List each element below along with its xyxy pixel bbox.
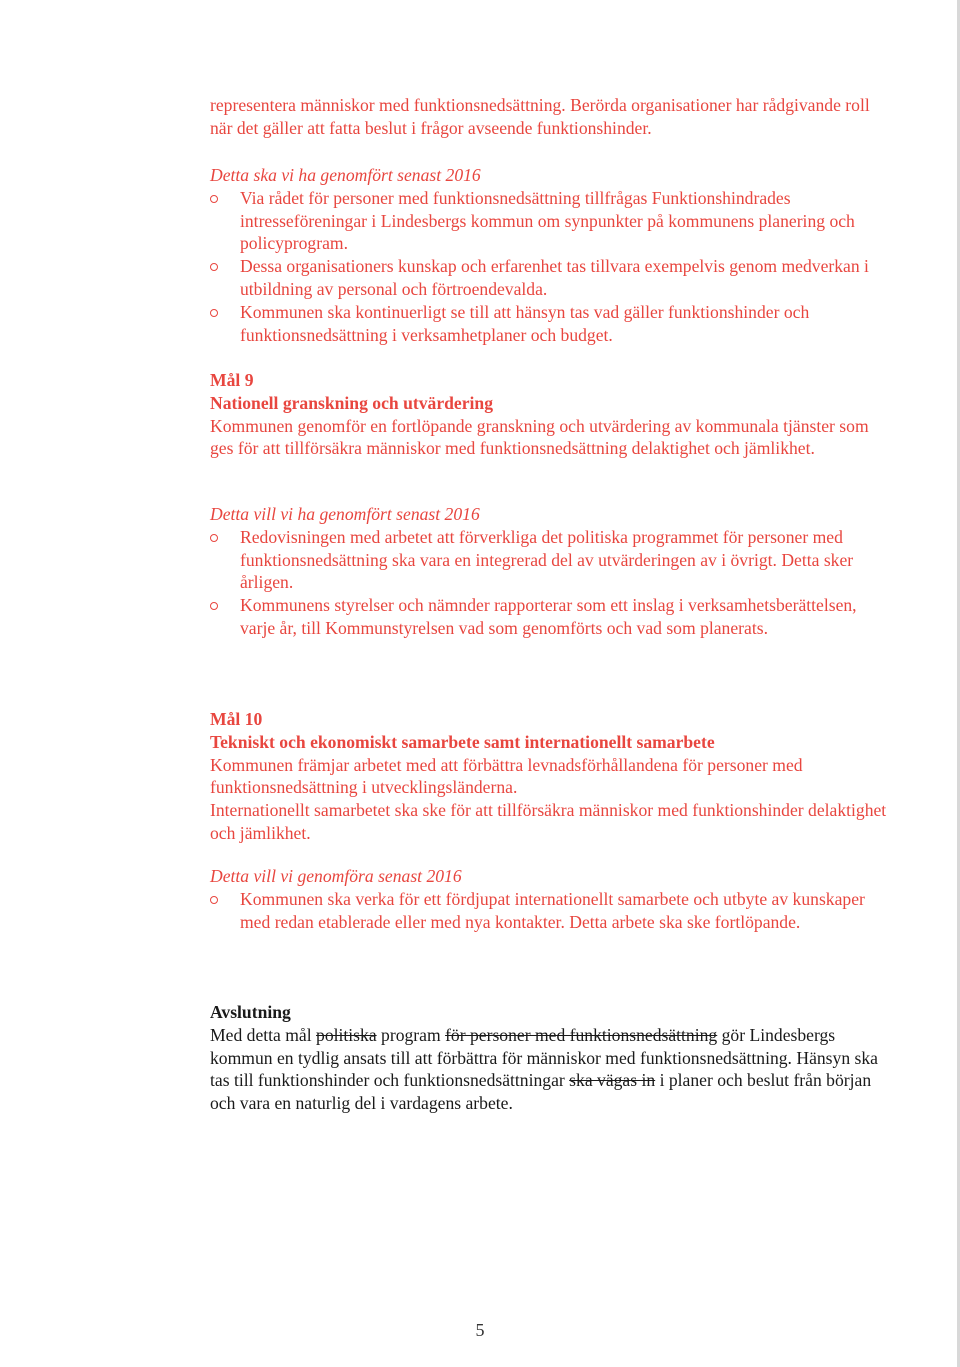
deleted-text: politiska (316, 1024, 377, 1045)
goal10-bullet-list (210, 888, 890, 934)
goal9-subheading: Detta vill vi ha genomfört senast 2016 (210, 504, 480, 524)
list-item: Dessa organisationers kunskap och erfarenhet tas tillvara exempelvis genom medverkan i utbildning av personal och förtroendevalda. (210, 255, 890, 301)
conclusion-text-part: Med detta mål (210, 1024, 312, 1045)
conclusion-section (210, 1001, 890, 1115)
list-item: Via rådet för personer med funktionsnedsättning tillfrågas Funktionshindrades intresseföreningar i Lindesbergs kommun om synpunkter på kommunens planering och policyprogram. (210, 187, 890, 255)
list-item: Kommunens styrelser och nämnder rapporterar som ett inslag i verksamhetsberättelsen, varje år, till Kommunstyrelsen vad som genomförts och vad som planerats. (210, 594, 890, 640)
goal9-bullet-list (210, 526, 890, 640)
goal10-text-1: Kommunen främjar arbetet med att förbättra levnadsförhållandena för personer med funktionsnedsättning i utvecklingsländerna. (210, 754, 803, 798)
goal9-number: Mål 9 (210, 370, 254, 390)
list-item: Kommunen ska verka för ett fördjupat internationellt samarbete och utbyte av kunskaper med redan etablerade eller med nya kontakter. Detta arbete ska ske fortlöpande. (210, 888, 890, 934)
conclusion-text-part: gör Lindesbergs kommun en tydlig ansats till att förbättra för människor med funktionsnedsättning. Hänsyn ska tas till funktionshinder och funktionsnedsättningar (210, 1024, 878, 1091)
intro-paragraph (210, 94, 890, 140)
conclusion-text-part: program (381, 1024, 441, 1045)
section1-bullet-list (210, 187, 890, 347)
goal10-subheading: Detta vill vi genomföra senast 2016 (210, 866, 462, 886)
list-item: Kommunen ska kontinuerligt se till att hänsyn tas vad gäller funktionshinder och funktionsnedsättning i verksamhetplaner och budget. (210, 301, 890, 347)
list-item: Redovisningen med arbetet att förverkliga det politiska programmet för personer med funktionsnedsättning ska vara en integrerad del av utvärderingen av i övrigt. Detta sker årligen. (210, 526, 890, 594)
goal10-title: Tekniskt och ekonomiskt samarbete samt internationellt samarbete (210, 731, 715, 752)
conclusion-text-part: i planer och beslut från början och vara en naturlig del i vardagens arbete. (210, 1070, 872, 1114)
conclusion-text (210, 1024, 890, 1115)
page-number: 5 (475, 1320, 485, 1340)
section1-subheading: Detta ska vi ha genomfört senast 2016 (210, 165, 481, 185)
deleted-text: för personer med funktionsnedsättning (445, 1024, 718, 1045)
section1 (210, 164, 890, 346)
goal9-title: Nationell granskning och utvärdering (210, 392, 493, 413)
goal10-number: Mål 10 (210, 709, 263, 729)
goal9-plan (210, 503, 890, 640)
goal9-text: Kommunen genomför en fortlöpande granskning och utvärdering av kommunala tjänster som ges för att tillförsäkra människor med funktionsnedsättning delaktighet och jämlikhet. (210, 415, 869, 459)
goal10-section (210, 708, 890, 845)
conclusion-title: Avslutning (210, 1002, 291, 1022)
deleted-text: ska vägas in (569, 1070, 656, 1091)
goal10-text-2: Internationellt samarbetet ska ske för att tillförsäkra människor med funktionshinder delaktighet och jämlikhet. (210, 800, 887, 843)
intro-text: representera människor med funktionsnedsättning. Berörda organisationer har rådgivande roll när det gäller att fatta beslut i frågor avseende funktionshinder. (210, 95, 870, 138)
goal9-section (210, 369, 890, 460)
goal10-plan (210, 865, 890, 933)
